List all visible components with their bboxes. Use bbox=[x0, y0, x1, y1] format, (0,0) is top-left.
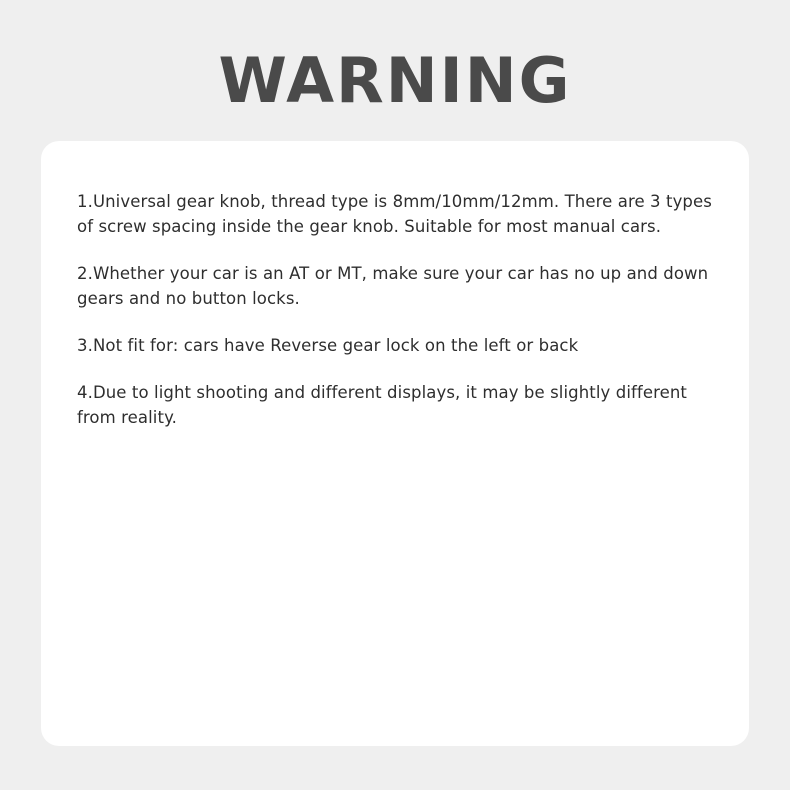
list-item: 2.Whether your car is an AT or MT, make sure your car has no up and down gears and no button locks. bbox=[77, 264, 709, 308]
list-item: 3.Not fit for: cars have Reverse gear lock on the left or back bbox=[77, 336, 579, 355]
warning-note-list bbox=[77, 189, 713, 430]
list-item: 1.Universal gear knob, thread type is 8mm/10mm/12mm. There are 3 types of screw spacing inside the gear knob. Suitable for most manual cars. bbox=[77, 192, 712, 236]
page-title: WARNING bbox=[218, 44, 572, 117]
list-item: 4.Due to light shooting and different displays, it may be slightly different from reality. bbox=[77, 383, 687, 427]
warning-card bbox=[41, 141, 749, 746]
